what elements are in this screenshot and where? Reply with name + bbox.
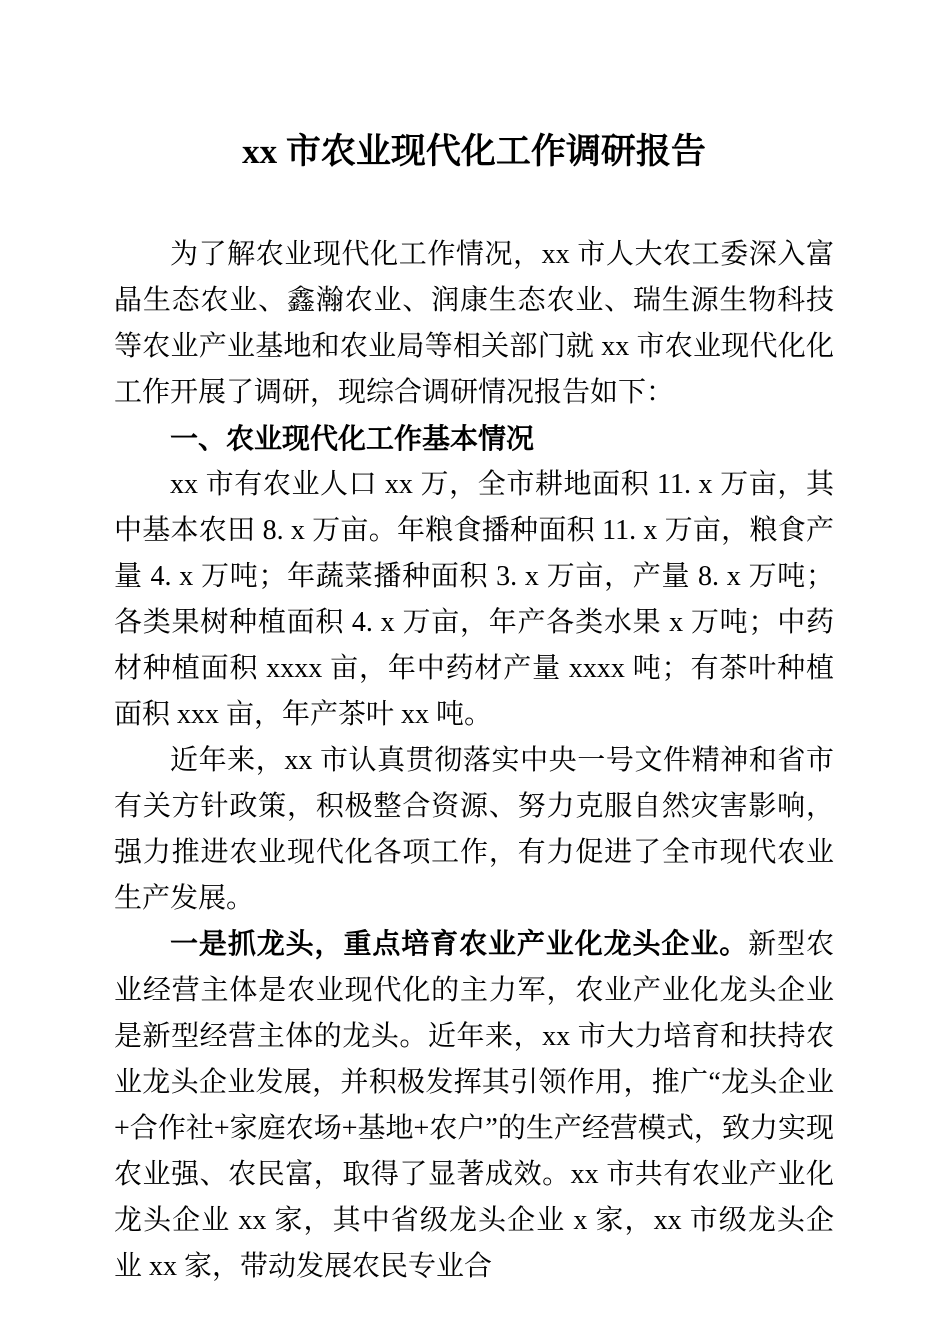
paragraph-recent-years: 近年来，xx 市认真贯彻落实中央一号文件精神和省市有关方针政策，积极整合资源、努力克服自然灾害影响，强力推进农业现代化各项工作，有力促进了全市现代农业生产发展。 [114, 745, 834, 914]
paragraph-dragon-head [114, 922, 834, 1290]
paragraph-dragon-head-text: 新型农业经营主体是农业现代化的主力军，农业产业化龙头企业是新型经营主体的龙头。近年来，xx 市大力培育和扶持农业龙头企业发展，并积极发挥其引领作用，推广“龙头企业+合作社+家庭农场+基地+农户”的生产经营模式，致力实现农业强、农民富，取得了显著成效。xx 市共有农业产业化龙头企业 xx 家，其中省级龙头企业 x 家，xx 市级龙头企业 xx 家，带动发展农民专业合 [114, 929, 834, 1282]
paragraph-dragon-head-lead: 一是抓龙头，重点培育农业产业化龙头企业。 [170, 929, 749, 960]
paragraph-basic-situation: xx 市有农业人口 xx 万，全市耕地面积 11. x 万亩，其中基本农田 8. x 万亩。年粮食播种面积 11. x 万亩，粮食产量 4. x 万吨；年蔬菜播种面积 3. x 万亩，产量 8. x 万吨；各类果树种植面积 4. x 万亩，年产各类水果 x 万吨；中药材种植面积 xxxx 亩，年中药材产量 xxxx 吨；有茶叶种植面积 xxx 亩，年产茶叶 xx 吨。 [114, 469, 834, 730]
section-heading-1: 一、农业现代化工作基本情况 [170, 423, 535, 454]
document-title: xx 市农业现代化工作调研报告 [242, 132, 706, 171]
paragraph-intro: 为了解农业现代化工作情况，xx 市人大农工委深入富晶生态农业、鑫瀚农业、润康生态农业、瑞生源生物科技等农业产业基地和农业局等相关部门就 xx 市农业现代化化工作开展了调研，现综合调研情况报告如下： [114, 239, 834, 408]
